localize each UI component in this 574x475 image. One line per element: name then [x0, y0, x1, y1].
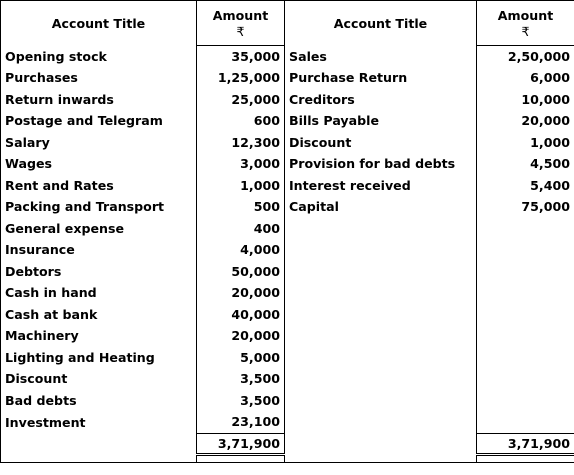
left-account-title: Purchases	[1, 67, 197, 89]
right-amount: 10,000	[477, 89, 574, 111]
right-account-title: Creditors	[285, 89, 477, 111]
table-row	[1, 239, 574, 261]
left-account-title: Opening stock	[1, 45, 197, 67]
right-account-title: Discount	[285, 132, 477, 154]
table-row	[1, 132, 574, 154]
left-account-title: Postage and Telegram	[1, 110, 197, 132]
table-row	[1, 368, 574, 390]
table-row	[1, 218, 574, 240]
left-account-title: Return inwards	[1, 89, 197, 111]
left-account-title: Discount	[1, 368, 197, 390]
left-account-title: Bad debts	[1, 390, 197, 412]
table-row	[1, 45, 574, 67]
right-amount	[477, 218, 574, 240]
right-account-title: Sales	[285, 45, 477, 67]
right-amount: 4,500	[477, 153, 574, 175]
left-amount: 12,300	[197, 132, 285, 154]
left-amount: 20,000	[197, 325, 285, 347]
right-total-spacer	[285, 433, 477, 454]
table-row	[1, 175, 574, 197]
table-row	[1, 325, 574, 347]
table-row	[1, 110, 574, 132]
right-account-title	[285, 261, 477, 283]
right-total: 3,71,900	[477, 433, 574, 454]
left-amount: 35,000	[197, 45, 285, 67]
left-amount: 600	[197, 110, 285, 132]
right-account-title	[285, 218, 477, 240]
table-row	[1, 196, 574, 218]
left-account-title: Debtors	[1, 261, 197, 283]
left-amount: 500	[197, 196, 285, 218]
right-amount	[477, 411, 574, 433]
right-account-title-header: Account Title	[285, 1, 477, 46]
left-amount: 400	[197, 218, 285, 240]
table-row	[1, 390, 574, 412]
left-amount: 23,100	[197, 411, 285, 433]
right-account-title	[285, 325, 477, 347]
left-amount: 3,500	[197, 390, 285, 412]
left-account-title: Insurance	[1, 239, 197, 261]
left-total-spacer	[1, 433, 197, 454]
left-amount: 25,000	[197, 89, 285, 111]
left-account-title: Machinery	[1, 325, 197, 347]
right-amount	[477, 390, 574, 412]
right-account-title: Purchase Return	[285, 67, 477, 89]
left-account-title: Cash at bank	[1, 304, 197, 326]
left-amount: 50,000	[197, 261, 285, 283]
right-account-title	[285, 368, 477, 390]
right-amount	[477, 282, 574, 304]
right-amount-header: Amount	[477, 1, 574, 25]
table-bottom-row	[1, 454, 574, 462]
left-amount: 1,000	[197, 175, 285, 197]
table-row	[1, 153, 574, 175]
right-amount: 5,400	[477, 175, 574, 197]
table-row	[1, 261, 574, 283]
left-total: 3,71,900	[197, 433, 285, 454]
table-row	[1, 282, 574, 304]
left-account-title: Rent and Rates	[1, 175, 197, 197]
right-account-title	[285, 282, 477, 304]
right-amount	[477, 347, 574, 369]
left-account-title: Lighting and Heating	[1, 347, 197, 369]
right-amount: 2,50,000	[477, 45, 574, 67]
right-currency-symbol: ₹	[477, 24, 574, 45]
right-amount	[477, 368, 574, 390]
right-account-title: Provision for bad debts	[285, 153, 477, 175]
table-row	[1, 411, 574, 433]
left-account-title: Packing and Transport	[1, 196, 197, 218]
right-amount: 1,000	[477, 132, 574, 154]
right-account-title: Capital	[285, 196, 477, 218]
right-account-title	[285, 347, 477, 369]
right-account-title: Bills Payable	[285, 110, 477, 132]
table-row	[1, 89, 574, 111]
left-amount-header: Amount	[197, 1, 285, 25]
left-currency-symbol: ₹	[197, 24, 285, 45]
right-account-title: Interest received	[285, 175, 477, 197]
right-amount: 75,000	[477, 196, 574, 218]
left-account-title: Salary	[1, 132, 197, 154]
right-amount	[477, 304, 574, 326]
right-account-title	[285, 304, 477, 326]
left-account-title: General expense	[1, 218, 197, 240]
left-amount: 3,000	[197, 153, 285, 175]
left-amount: 3,500	[197, 368, 285, 390]
left-account-title: Wages	[1, 153, 197, 175]
left-amount: 4,000	[197, 239, 285, 261]
right-amount	[477, 325, 574, 347]
right-amount	[477, 261, 574, 283]
right-account-title	[285, 411, 477, 433]
left-amount: 20,000	[197, 282, 285, 304]
totals-row	[1, 433, 574, 454]
right-amount: 6,000	[477, 67, 574, 89]
right-amount: 20,000	[477, 110, 574, 132]
table-row	[1, 67, 574, 89]
right-account-title	[285, 239, 477, 261]
left-amount: 5,000	[197, 347, 285, 369]
left-amount: 1,25,000	[197, 67, 285, 89]
left-amount: 40,000	[197, 304, 285, 326]
table-row	[1, 304, 574, 326]
left-account-title: Investment	[1, 411, 197, 433]
right-account-title	[285, 390, 477, 412]
table-row	[1, 347, 574, 369]
left-account-title: Cash in hand	[1, 282, 197, 304]
right-amount	[477, 239, 574, 261]
left-account-title-header: Account Title	[1, 1, 197, 46]
